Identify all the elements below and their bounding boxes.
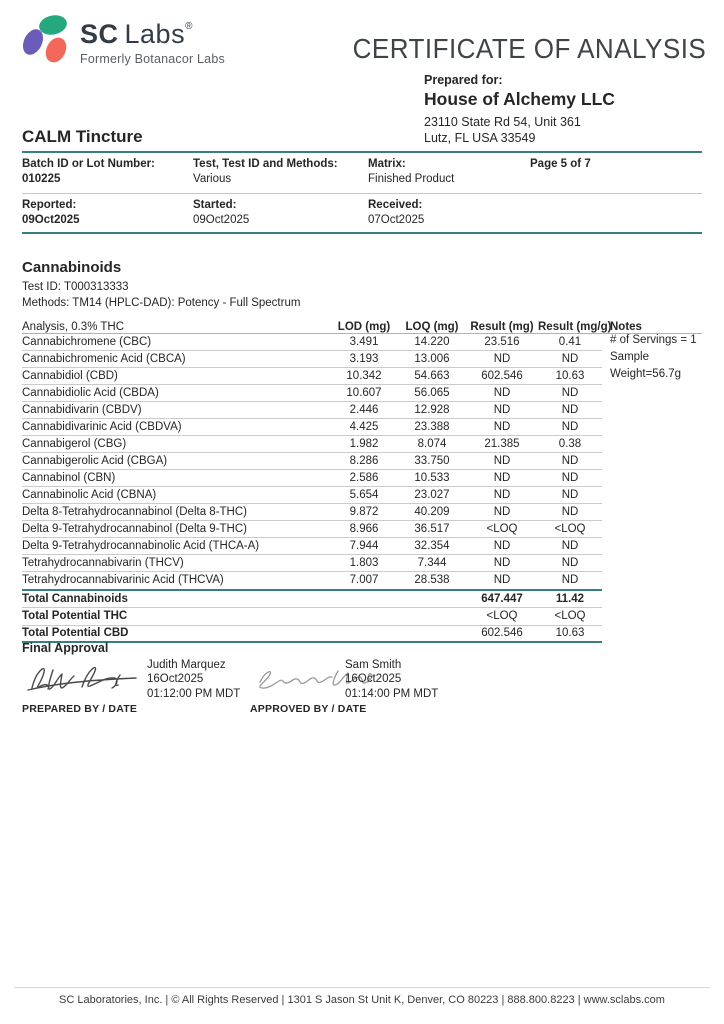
batch-id-value: 010225 bbox=[22, 173, 61, 185]
result-mgg-value: 0.38 bbox=[558, 437, 582, 450]
page-number: Page 5 of 7 bbox=[530, 158, 591, 170]
note-line: # of Servings = 1 bbox=[610, 334, 697, 346]
result-mgg-value: ND bbox=[561, 505, 579, 518]
analyte-name: Cannabigerolic Acid (CBGA) bbox=[22, 454, 168, 467]
lod-value: 7.007 bbox=[349, 574, 379, 587]
client-address-line2: Lutz, FL USA 33549 bbox=[424, 130, 536, 145]
test-methods-label: Test, Test ID and Methods: bbox=[193, 158, 338, 170]
client-address-line1: 23110 State Rd 54, Unit 361 bbox=[424, 115, 581, 129]
result-mgg-value: ND bbox=[561, 574, 579, 587]
table-row bbox=[22, 402, 602, 419]
table-row bbox=[22, 419, 602, 436]
prepared-for-label: Prepared for: bbox=[424, 73, 503, 87]
lod-value: 2.446 bbox=[349, 403, 379, 416]
approved-by-caption: APPROVED BY / DATE bbox=[250, 703, 367, 715]
result-mgg-value: <LOQ bbox=[554, 522, 586, 535]
lod-value: 4.425 bbox=[349, 420, 379, 433]
result-mgg-value: ND bbox=[561, 454, 579, 467]
started-value: 09Oct2025 bbox=[193, 214, 250, 226]
result-mg-value: ND bbox=[493, 539, 511, 552]
brand-sc: SC bbox=[80, 19, 119, 49]
table-row bbox=[22, 487, 602, 504]
result-mg-value: ND bbox=[493, 454, 511, 467]
test-id: Test ID: T000313333 bbox=[22, 281, 129, 293]
result-mgg-value: ND bbox=[561, 556, 579, 569]
loq-value: 54.663 bbox=[414, 369, 450, 382]
total-label: Total Potential CBD bbox=[22, 627, 129, 640]
lod-value: 8.966 bbox=[349, 522, 379, 535]
lod-value: 8.286 bbox=[349, 454, 379, 467]
reported-cell bbox=[22, 199, 80, 226]
approver-name: Sam Smith bbox=[345, 659, 402, 671]
analyte-name: Cannabichromene (CBC) bbox=[22, 335, 152, 348]
lod-value: 2.586 bbox=[349, 471, 379, 484]
total-result-mgg: <LOQ bbox=[554, 610, 586, 623]
column-header-notes: Notes bbox=[610, 320, 642, 333]
prepared-signature-icon bbox=[22, 657, 140, 706]
result-mg-value: ND bbox=[493, 420, 511, 433]
table-row bbox=[22, 436, 602, 453]
analyte-name: Cannabidivarin (CBDV) bbox=[22, 403, 142, 416]
total-result-mg: 602.546 bbox=[481, 627, 523, 640]
client-name: House of Alchemy LLC bbox=[424, 89, 615, 109]
methods-line: Methods: TM14 (HPLC-DAD): Potency - Full Spectrum bbox=[22, 296, 301, 309]
total-result-mgg: 11.42 bbox=[555, 592, 585, 605]
brand-labs: Labs bbox=[124, 19, 186, 49]
column-header-loq: LOQ (mg) bbox=[405, 320, 459, 333]
sc-labs-logo bbox=[22, 13, 225, 66]
prepared-for-block bbox=[424, 73, 615, 146]
analyte-name: Cannabigerol (CBG) bbox=[22, 437, 127, 450]
notes-block bbox=[610, 332, 720, 383]
loq-value: 33.750 bbox=[414, 454, 450, 467]
result-mg-value: <LOQ bbox=[486, 522, 518, 535]
result-mgg-value: ND bbox=[561, 386, 579, 399]
lod-value: 1.982 bbox=[349, 437, 379, 450]
approved-time: 01:14:00 PM MDT bbox=[345, 687, 439, 700]
lod-value: 7.944 bbox=[349, 539, 379, 552]
analyte-name: Cannabichromenic Acid (CBCA) bbox=[22, 352, 186, 365]
result-mgg-value: ND bbox=[561, 352, 579, 365]
cannabinoids-section bbox=[22, 259, 702, 643]
matrix-value: Finished Product bbox=[368, 173, 455, 185]
lod-value: 5.654 bbox=[349, 488, 379, 501]
received-cell bbox=[368, 199, 424, 226]
result-mgg-value: 0.41 bbox=[558, 335, 582, 348]
column-header-result-mgg: Result (mg/g) bbox=[538, 320, 612, 333]
loq-value: 56.065 bbox=[414, 386, 450, 399]
total-result-mg: <LOQ bbox=[486, 610, 518, 623]
loq-value: 13.006 bbox=[414, 352, 450, 365]
table-row bbox=[22, 351, 602, 368]
table-row bbox=[22, 385, 602, 402]
table-row bbox=[22, 368, 602, 385]
note-line: Weight=56.7g bbox=[610, 368, 682, 380]
total-result-mgg: 10.63 bbox=[555, 627, 585, 640]
lod-value: 10.342 bbox=[346, 369, 382, 382]
preparer-name: Judith Marquez bbox=[147, 659, 226, 671]
loq-value: 8.074 bbox=[417, 437, 447, 450]
analyte-name: Cannabidivarinic Acid (CBDVA) bbox=[22, 420, 182, 433]
lod-value: 9.872 bbox=[349, 505, 379, 518]
result-mg-value: ND bbox=[493, 471, 511, 484]
section-title: Cannabinoids bbox=[22, 259, 122, 276]
final-approval-title: Final Approval bbox=[22, 641, 109, 655]
loq-value: 12.928 bbox=[414, 403, 450, 416]
analyte-name: Delta 9-Tetrahydrocannabinol (Delta 9-THC) bbox=[22, 522, 247, 535]
brand-name bbox=[80, 21, 225, 48]
analyte-name: Tetrahydrocannabivarin (THCV) bbox=[22, 556, 184, 569]
note-line: Sample bbox=[610, 351, 649, 363]
final-approval-section bbox=[22, 641, 702, 721]
column-header-result-mg: Result (mg) bbox=[470, 320, 534, 333]
total-cannabinoids-row bbox=[22, 591, 602, 609]
analyte-name: Cannabinol (CBN) bbox=[22, 471, 116, 484]
brand-text bbox=[80, 13, 225, 66]
cannabinoid-table-body bbox=[22, 334, 602, 589]
matrix-cell bbox=[368, 158, 454, 185]
matrix-label: Matrix: bbox=[368, 158, 406, 170]
result-mg-value: 23.516 bbox=[484, 335, 520, 348]
result-mg-value: 21.385 bbox=[484, 437, 520, 450]
totals-table bbox=[22, 589, 602, 644]
prepared-by-caption: PREPARED BY / DATE bbox=[22, 703, 138, 715]
analyte-name: Cannabidiolic Acid (CBDA) bbox=[22, 386, 159, 399]
batch-id-label: Batch ID or Lot Number: bbox=[22, 158, 155, 170]
table-row bbox=[22, 521, 602, 538]
started-cell bbox=[193, 199, 249, 226]
page-footer bbox=[14, 987, 710, 1006]
result-mgg-value: ND bbox=[561, 471, 579, 484]
result-mg-value: ND bbox=[493, 403, 511, 416]
lod-value: 1.803 bbox=[349, 556, 379, 569]
footer-text: SC Laboratories, Inc. | © All Rights Reserved | 1301 S Jason St Unit K, Denver, CO 80223 | 888.800.8223 | www.sclabs.com bbox=[59, 994, 665, 1006]
lod-value: 3.491 bbox=[349, 335, 379, 348]
prepared-date: 16Oct2025 bbox=[147, 673, 204, 686]
batch-id-cell bbox=[22, 158, 155, 185]
lod-value: 3.193 bbox=[349, 352, 379, 365]
analyte-name: Delta 9-Tetrahydrocannabinolic Acid (THCA-A) bbox=[22, 539, 260, 552]
total-label: Total Cannabinoids bbox=[22, 592, 128, 605]
result-mgg-value: ND bbox=[561, 488, 579, 501]
approved-date: 16Oct2025 bbox=[345, 673, 402, 686]
result-mg-value: ND bbox=[493, 574, 511, 587]
loq-value: 23.027 bbox=[414, 488, 450, 501]
column-header-lod: LOD (mg) bbox=[337, 320, 391, 333]
loq-value: 7.344 bbox=[417, 556, 447, 569]
batch-info-row-2 bbox=[22, 194, 702, 234]
loq-value: 28.538 bbox=[414, 574, 450, 587]
cannabinoid-table-header bbox=[22, 316, 702, 334]
page-number-cell bbox=[530, 158, 591, 170]
prepared-by-info bbox=[147, 658, 240, 701]
reported-value: 09Oct2025 bbox=[22, 214, 80, 226]
received-value: 07Oct2025 bbox=[368, 214, 425, 226]
table-row bbox=[22, 555, 602, 572]
test-methods-value: Various bbox=[193, 173, 232, 185]
analyte-name: Cannabinolic Acid (CBNA) bbox=[22, 488, 157, 501]
loq-value: 32.354 bbox=[414, 539, 450, 552]
result-mgg-value: ND bbox=[561, 539, 579, 552]
result-mg-value: ND bbox=[493, 488, 511, 501]
received-label: Received: bbox=[368, 199, 423, 211]
analyte-name: Cannabidiol (CBD) bbox=[22, 369, 118, 382]
product-name: CALM Tincture bbox=[22, 127, 143, 146]
analyte-name: Delta 8-Tetrahydrocannabinol (Delta 8-THC) bbox=[22, 505, 247, 518]
registered-mark-icon: ® bbox=[185, 21, 193, 32]
result-mgg-value: ND bbox=[561, 403, 579, 416]
table-row bbox=[22, 572, 602, 589]
result-mgg-value: 10.63 bbox=[555, 369, 585, 382]
lod-value: 10.607 bbox=[346, 386, 382, 399]
total-result-mg: 647.447 bbox=[481, 592, 523, 605]
result-mg-value: ND bbox=[493, 505, 511, 518]
table-row bbox=[22, 538, 602, 555]
batch-info-table bbox=[22, 151, 702, 234]
reported-label: Reported: bbox=[22, 199, 77, 211]
loq-value: 23.388 bbox=[414, 420, 450, 433]
analysis-label: Analysis, 0.3% THC bbox=[22, 320, 125, 333]
test-methods-cell bbox=[193, 158, 338, 185]
table-row bbox=[22, 504, 602, 521]
result-mg-value: 602.546 bbox=[481, 369, 523, 382]
loq-value: 14.220 bbox=[414, 335, 450, 348]
total-potential-thc-row bbox=[22, 608, 602, 626]
analyte-name: Tetrahydrocannabivarinic Acid (THCVA) bbox=[22, 574, 224, 587]
result-mgg-value: ND bbox=[561, 420, 579, 433]
table-row bbox=[22, 470, 602, 487]
approved-by-info bbox=[345, 658, 438, 701]
brand-subtitle: Formerly Botanacor Labs bbox=[80, 52, 225, 66]
result-mg-value: ND bbox=[493, 556, 511, 569]
prepared-time: 01:12:00 PM MDT bbox=[147, 687, 241, 700]
page-title: CERTIFICATE OF ANALYSIS bbox=[352, 33, 706, 64]
result-mg-value: ND bbox=[493, 386, 511, 399]
batch-info-row-1 bbox=[22, 153, 702, 194]
loq-value: 10.533 bbox=[414, 471, 450, 484]
result-mg-value: ND bbox=[493, 352, 511, 365]
total-label: Total Potential THC bbox=[22, 610, 128, 623]
sc-labs-logo-icon bbox=[22, 13, 74, 65]
loq-value: 40.209 bbox=[414, 505, 450, 518]
started-label: Started: bbox=[193, 199, 237, 211]
loq-value: 36.517 bbox=[414, 522, 450, 535]
table-row bbox=[22, 334, 602, 351]
table-row bbox=[22, 453, 602, 470]
